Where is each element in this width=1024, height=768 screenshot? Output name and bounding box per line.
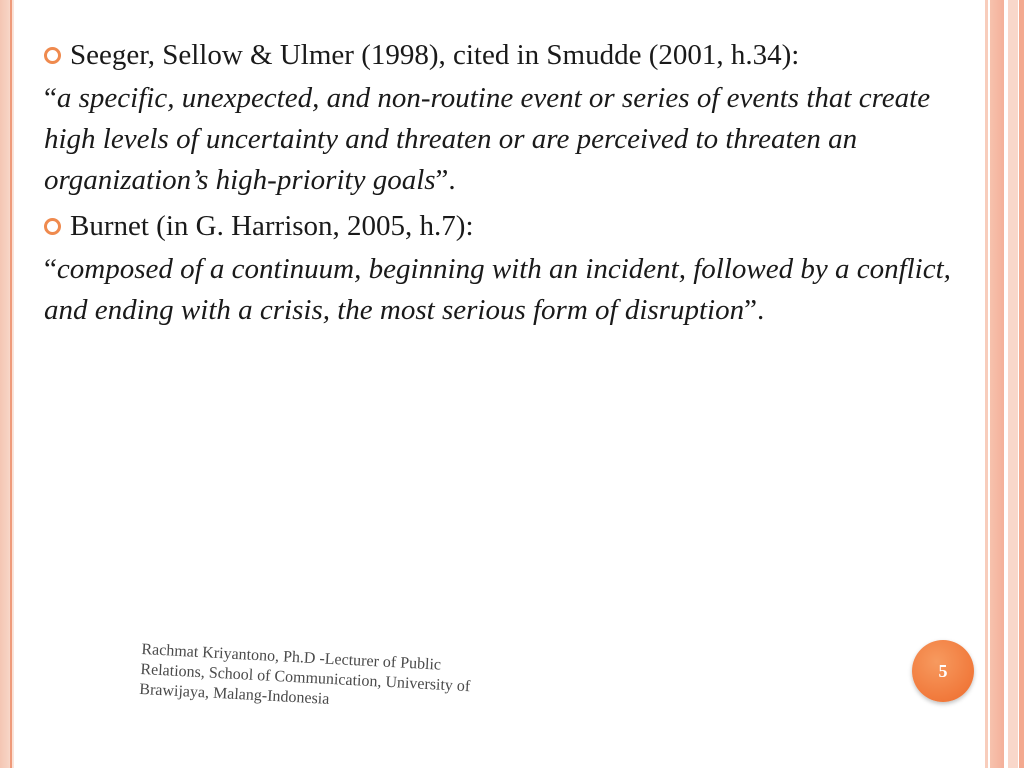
quote-text: composed of a continuum, beginning with an incident, followed by a conflict, and ending with a crisis, the most serious form of disruption [44, 253, 951, 326]
quote-open-mark: “ [44, 253, 57, 285]
bullet-text: Burnet (in G. Harrison, 2005, h.7): [70, 210, 474, 242]
page-number-badge: 5 [912, 640, 974, 702]
quote-definition-burnet [44, 249, 974, 331]
bullet-item-burnet [44, 207, 974, 245]
bullet-item-seeger [44, 36, 974, 74]
quote-text: a specific, unexpected, and non-routine event or series of events that create high levels of uncertainty and threaten or are perceived to threaten an organization’s high-priority goals [44, 82, 931, 196]
right-stripe [990, 0, 1004, 768]
left-border-line [10, 0, 12, 768]
slide-content [44, 36, 974, 337]
bullet-text: Seeger, Sellow & Ulmer (1998), cited in Smudde (2001, h.34): [70, 39, 800, 71]
quote-close-mark: ”. [744, 294, 765, 326]
quote-definition-seeger [44, 78, 974, 201]
quote-open-mark: “ [44, 82, 57, 114]
right-stripe [985, 0, 988, 768]
quote-close-mark: ”. [435, 164, 456, 196]
bullet-ring-icon [44, 36, 70, 74]
right-stripe [1019, 0, 1024, 768]
author-footer-note: Rachmat Kriyantono, Ph.D -Lecturer of Public Relations, School of Communication, University of Brawijaya, Malang-Indonesia [138, 640, 471, 708]
bullet-ring-icon [44, 207, 70, 245]
right-stripe [1008, 0, 1018, 768]
